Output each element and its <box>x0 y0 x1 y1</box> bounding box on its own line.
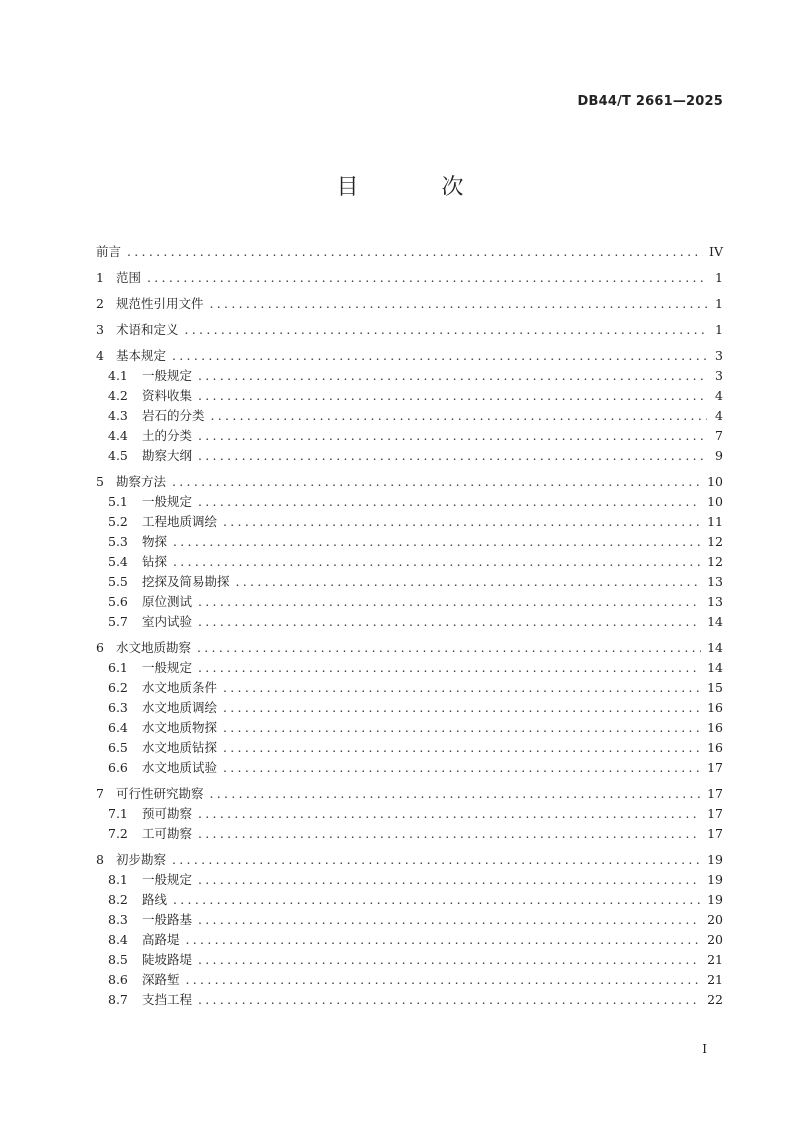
toc-entry-label: 水文地质试验 <box>142 760 218 775</box>
toc-entry[interactable] <box>96 492 723 512</box>
toc-entry[interactable] <box>96 930 723 950</box>
toc-entry[interactable] <box>96 346 723 366</box>
dot-leader <box>127 242 703 262</box>
toc-entry-number: 7.2 <box>108 826 128 841</box>
toc-entry[interactable] <box>96 426 723 446</box>
toc-entry-number: 6.6 <box>108 760 128 775</box>
toc-entry-number: 8.1 <box>108 872 128 887</box>
toc-entry-label: 勘察方法 <box>116 474 167 489</box>
toc-entry-number: 5.3 <box>108 534 128 549</box>
toc-entry[interactable] <box>96 804 723 824</box>
toc-entry-label: 勘察大纲 <box>142 448 193 463</box>
toc-entry-number: 8.2 <box>108 892 128 907</box>
toc-entry-number: 8 <box>96 852 104 867</box>
dot-leader <box>198 824 701 844</box>
toc-entry-label: 一般规定 <box>142 872 193 887</box>
toc-entry-label: 一般规定 <box>142 494 193 509</box>
toc-entry-label: 室内试验 <box>142 614 193 629</box>
dot-leader <box>223 738 701 758</box>
toc-entry-number: 5.2 <box>108 514 128 529</box>
toc-entry-number: 8.5 <box>108 952 128 967</box>
dot-leader <box>172 850 701 870</box>
toc-entry-number: 4.2 <box>108 388 128 403</box>
toc-entry-number: 8.3 <box>108 912 128 927</box>
toc-entry-label: 一般规定 <box>142 660 193 675</box>
toc-entry-label: 工程地质调绘 <box>142 514 218 529</box>
dot-leader <box>210 294 707 314</box>
toc-entry-page: 9 <box>715 448 723 463</box>
toc-entry[interactable] <box>96 446 723 466</box>
toc-entry-number: 7.1 <box>108 806 128 821</box>
toc-entry-label: 资料收集 <box>142 388 193 403</box>
toc-entry-label: 初步勘察 <box>116 852 167 867</box>
toc-entry-label: 水文地质钻探 <box>142 740 218 755</box>
page-number: I <box>702 1042 707 1056</box>
toc-entry-page: 19 <box>707 892 723 907</box>
toc-entry[interactable] <box>96 268 723 288</box>
dot-leader <box>173 890 701 910</box>
toc-entry[interactable] <box>96 784 723 804</box>
toc-entry-page: 10 <box>707 494 723 509</box>
dot-leader <box>198 492 701 512</box>
dot-leader <box>198 366 707 386</box>
toc-entry[interactable] <box>96 572 723 592</box>
toc-entry-label: 基本规定 <box>116 348 167 363</box>
toc-entry-page: 4 <box>715 388 723 403</box>
toc-entry[interactable] <box>96 890 723 910</box>
toc-entry-number: 6.1 <box>108 660 128 675</box>
dot-leader <box>223 698 701 718</box>
dot-leader <box>198 658 701 678</box>
toc-entry[interactable] <box>96 850 723 870</box>
toc-entry-page: 16 <box>707 700 723 715</box>
dot-leader <box>223 512 701 532</box>
toc-entry-number: 7 <box>96 786 104 801</box>
toc-entry-number: 6.4 <box>108 720 128 735</box>
toc-entry-label: 水文地质物探 <box>142 720 218 735</box>
toc-entry-number: 5.7 <box>108 614 128 629</box>
toc-entry-label: 一般规定 <box>142 368 193 383</box>
dot-leader <box>198 592 701 612</box>
dot-leader <box>186 970 702 990</box>
dot-leader <box>173 532 701 552</box>
toc-entry-page: 13 <box>707 594 723 609</box>
toc-entry-number: 4.4 <box>108 428 128 443</box>
toc-entry[interactable] <box>96 472 723 492</box>
toc-entry[interactable] <box>96 870 723 890</box>
toc-entry[interactable] <box>96 658 723 678</box>
toc-entry-page: 13 <box>707 574 723 589</box>
toc-entry-page: 15 <box>707 680 723 695</box>
toc-entry-label: 土的分类 <box>142 428 193 443</box>
toc-entry-number: 1 <box>96 270 104 285</box>
toc-entry-page: 14 <box>707 640 723 655</box>
dot-leader <box>236 572 702 592</box>
toc-entry[interactable] <box>96 294 723 314</box>
toc-entry-label: 路线 <box>142 892 168 907</box>
toc-entry-page: 1 <box>715 322 723 337</box>
toc-entry-page: 17 <box>707 806 723 821</box>
toc-entry-label: 预可勘察 <box>142 806 193 821</box>
toc-entry-label: 高路堤 <box>142 932 180 947</box>
toc-entry[interactable] <box>96 738 723 758</box>
dot-leader <box>198 804 701 824</box>
toc-entry-number: 4.3 <box>108 408 128 423</box>
toc-entry[interactable] <box>96 532 723 552</box>
toc-entry-page: 22 <box>707 992 723 1007</box>
dot-leader <box>147 268 707 288</box>
toc-entry[interactable] <box>96 758 723 778</box>
toc-title: 目 次 <box>336 175 502 200</box>
toc-entry[interactable] <box>96 406 723 426</box>
toc-entry-number: 6.5 <box>108 740 128 755</box>
table-of-contents <box>96 242 723 1010</box>
toc-entry-label: 原位测试 <box>142 594 193 609</box>
toc-entry-page: 19 <box>707 852 723 867</box>
toc-entry-label: 一般路基 <box>142 912 193 927</box>
toc-entry-label: 钻探 <box>142 554 168 569</box>
toc-entry-label: 水文地质条件 <box>142 680 218 695</box>
dot-leader <box>173 552 701 572</box>
toc-entry-page: 19 <box>707 872 723 887</box>
toc-entry[interactable] <box>96 678 723 698</box>
toc-entry-label: 深路堑 <box>142 972 180 987</box>
toc-entry-label: 物探 <box>142 534 168 549</box>
toc-entry-page: 21 <box>707 952 723 967</box>
dot-leader <box>198 950 701 970</box>
toc-entry-number: 8.7 <box>108 992 128 1007</box>
toc-entry-page: 10 <box>707 474 723 489</box>
toc-entry-number: 5.1 <box>108 494 128 509</box>
toc-entry-number: 5.4 <box>108 554 128 569</box>
dot-leader <box>198 426 707 446</box>
dot-leader <box>172 346 707 366</box>
toc-entry-number: 6.3 <box>108 700 128 715</box>
dot-leader <box>197 638 701 658</box>
toc-entry[interactable] <box>96 638 723 658</box>
dot-leader <box>198 870 701 890</box>
toc-entry-label: 工可勘察 <box>142 826 193 841</box>
toc-entry-page: 1 <box>715 270 723 285</box>
toc-entry-label: 支挡工程 <box>142 992 193 1007</box>
dot-leader <box>186 930 702 950</box>
dot-leader <box>223 678 701 698</box>
toc-entry-number: 5.6 <box>108 594 128 609</box>
toc-entry-label: 岩石的分类 <box>142 408 205 423</box>
toc-entry[interactable] <box>96 698 723 718</box>
toc-entry[interactable] <box>96 970 723 990</box>
toc-entry-label: 规范性引用文件 <box>116 296 204 311</box>
toc-entry-number: 6 <box>96 640 104 655</box>
toc-entry-page: 20 <box>707 912 723 927</box>
toc-entry-page: 3 <box>715 368 723 383</box>
toc-entry[interactable] <box>96 990 723 1010</box>
toc-entry[interactable] <box>96 910 723 930</box>
toc-entry-page: 14 <box>707 614 723 629</box>
dot-leader <box>185 320 707 340</box>
toc-entry-label: 可行性研究勘察 <box>116 786 204 801</box>
toc-entry-number: 5 <box>96 474 104 489</box>
toc-entry-label: 前言 <box>96 244 122 259</box>
dot-leader <box>172 472 701 492</box>
toc-entry-page: 4 <box>715 408 723 423</box>
toc-entry-page: IV <box>709 244 723 259</box>
dot-leader <box>211 406 707 426</box>
toc-entry[interactable] <box>96 366 723 386</box>
toc-entry-page: 17 <box>707 786 723 801</box>
toc-entry-page: 20 <box>707 932 723 947</box>
dot-leader <box>210 784 702 804</box>
dot-leader <box>198 446 707 466</box>
toc-entry-page: 12 <box>707 554 723 569</box>
dot-leader <box>223 718 701 738</box>
toc-entry-number: 3 <box>96 322 104 337</box>
toc-entry-page: 3 <box>715 348 723 363</box>
toc-entry-number: 6.2 <box>108 680 128 695</box>
toc-entry-page: 7 <box>715 428 723 443</box>
toc-entry-page: 17 <box>707 760 723 775</box>
toc-entry[interactable] <box>96 512 723 532</box>
toc-entry-page: 14 <box>707 660 723 675</box>
toc-entry[interactable] <box>96 718 723 738</box>
toc-entry-page: 12 <box>707 534 723 549</box>
dot-leader <box>198 910 701 930</box>
toc-entry-number: 4 <box>96 348 104 363</box>
toc-entry-page: 21 <box>707 972 723 987</box>
toc-entry[interactable] <box>96 592 723 612</box>
toc-entry[interactable] <box>96 950 723 970</box>
dot-leader <box>223 758 701 778</box>
toc-entry-label: 挖探及简易勘探 <box>142 574 230 589</box>
toc-entry-page: 1 <box>715 296 723 311</box>
toc-entry-page: 11 <box>707 514 723 529</box>
toc-entry-number: 5.5 <box>108 574 128 589</box>
standard-code: DB44/T 2661—2025 <box>577 94 723 109</box>
dot-leader <box>198 990 701 1010</box>
toc-entry-page: 16 <box>707 720 723 735</box>
toc-entry[interactable] <box>96 552 723 572</box>
dot-leader <box>198 386 707 406</box>
toc-entry-number: 4.5 <box>108 448 128 463</box>
toc-entry-number: 8.4 <box>108 932 128 947</box>
toc-entry[interactable] <box>96 242 723 262</box>
toc-entry-page: 16 <box>707 740 723 755</box>
toc-entry-label: 陡坡路堤 <box>142 952 193 967</box>
toc-entry[interactable] <box>96 386 723 406</box>
toc-entry[interactable] <box>96 824 723 844</box>
toc-entry[interactable] <box>96 320 723 340</box>
toc-entry-label: 术语和定义 <box>116 322 179 337</box>
toc-entry-number: 2 <box>96 296 104 311</box>
toc-entry-label: 范围 <box>116 270 142 285</box>
dot-leader <box>198 612 701 632</box>
toc-entry[interactable] <box>96 612 723 632</box>
toc-entry-label: 水文地质勘察 <box>116 640 192 655</box>
toc-entry-label: 水文地质调绘 <box>142 700 218 715</box>
toc-entry-page: 17 <box>707 826 723 841</box>
toc-entry-number: 8.6 <box>108 972 128 987</box>
toc-entry-number: 4.1 <box>108 368 128 383</box>
